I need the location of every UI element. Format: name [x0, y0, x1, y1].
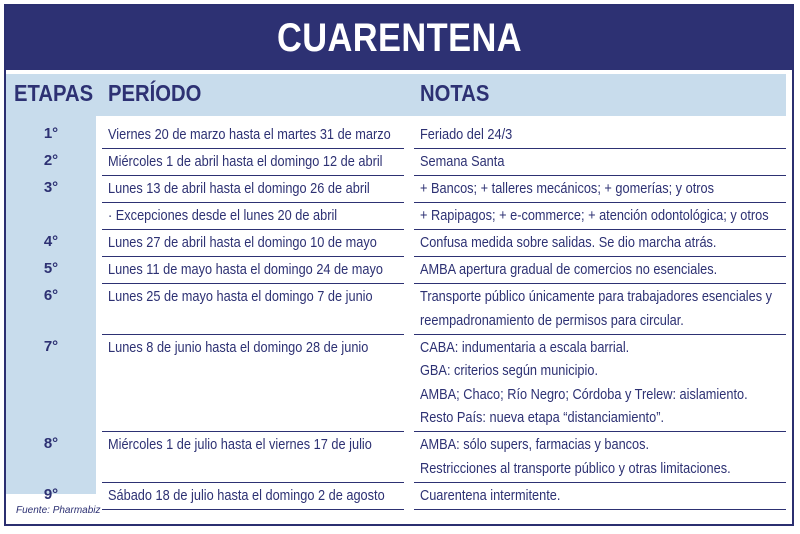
table-row: [6, 257, 786, 284]
table-header: [6, 74, 786, 116]
notes-cell: [420, 488, 580, 512]
table-row: [6, 335, 786, 433]
table-row: [6, 149, 786, 176]
period-text: Lunes 13 de abril hasta el domingo 26 de abril: [108, 181, 370, 197]
header-stage: ETAPAS: [14, 80, 94, 106]
note-line: AMBA; Chaco; Río Negro; Córdoba y Trelew: aislamiento.: [420, 386, 748, 403]
table-row: [6, 432, 786, 483]
note-line: GBA: criterios según municipio.: [420, 363, 599, 379]
note-line: Cuarentena intermitente.: [420, 487, 561, 504]
stage-number: 9°: [43, 485, 59, 503]
table-row: [6, 284, 786, 335]
notes-cell: [420, 289, 800, 336]
notes-cell: [420, 340, 792, 434]
note-line: Semana Santa: [420, 154, 505, 170]
note-line: + Rapipagos; + e-commerce; + atención odontológica; y otros: [420, 208, 769, 224]
row-divider: [414, 509, 786, 510]
note-line: AMBA: sólo supers, farmacias y bancos.: [420, 437, 650, 453]
period-text: Miércoles 1 de julio hasta el viernes 17 de julio: [108, 437, 372, 453]
table-row: [6, 230, 786, 257]
stage-number: 2°: [43, 152, 59, 169]
note-line: AMBA apertura gradual de comercios no esenciales.: [420, 262, 718, 278]
period-text: Lunes 11 de mayo hasta el domingo 24 de mayo: [108, 262, 383, 278]
notes-cell: [420, 235, 757, 259]
period-text: Lunes 25 de mayo hasta el domingo 7 de junio: [108, 289, 373, 305]
stage-number: 7°: [43, 337, 59, 355]
period-text: · Excepciones desde el lunes 20 de abril: [108, 208, 338, 224]
source-credit: Fuente: Pharmabiz: [16, 505, 101, 516]
notes-cell: [420, 262, 758, 286]
notes-cell: [420, 437, 773, 484]
notes-cell: [420, 181, 754, 205]
stage-number: 8°: [43, 435, 59, 452]
stage-number: 6°: [43, 287, 59, 304]
period-text: Lunes 27 de abril hasta el domingo 10 de mayo: [108, 235, 377, 251]
note-line: reempadronamiento de permisos para circular.: [420, 312, 684, 329]
table-row: [6, 483, 786, 510]
notes-cell: [420, 208, 800, 232]
table-row: [6, 203, 786, 230]
stage-number: 3°: [43, 179, 59, 196]
note-line: + Bancos; + talleres mecánicos; + gomerías; y otros: [420, 181, 714, 197]
header-period: PERÍODO: [108, 80, 202, 106]
note-line: Resto País: nueva etapa “distanciamiento”.: [420, 410, 664, 426]
title-bar: [6, 6, 792, 70]
page-title: CUARENTENA: [276, 15, 522, 60]
period-text: Lunes 8 de junio hasta el domingo 28 de junio: [108, 339, 369, 356]
header-notes: NOTAS: [420, 80, 490, 106]
note-line: Feriado del 24/3: [420, 127, 513, 143]
table-row: [6, 176, 786, 203]
note-line: Confusa medida sobre salidas. Se dio marcha atrás.: [420, 235, 717, 251]
note-line: CABA: indumentaria a escala barrial.: [420, 339, 630, 356]
notes-cell: [420, 127, 525, 151]
period-text: Sábado 18 de julio hasta el domingo 2 de agosto: [108, 487, 385, 504]
stage-number: 1°: [43, 125, 59, 142]
note-line: Restricciones al transporte público y otras limitaciones.: [420, 460, 731, 477]
notes-cell: [420, 154, 516, 178]
period-text: Miércoles 1 de abril hasta el domingo 12 de abril: [108, 154, 383, 170]
table-row: [6, 122, 786, 149]
stage-number: 5°: [43, 260, 59, 277]
note-line: Transporte público únicamente para trabajadores esenciales y: [420, 289, 773, 305]
stage-number: 4°: [43, 233, 59, 250]
period-text: Viernes 20 de marzo hasta el martes 31 de marzo: [108, 127, 391, 143]
row-divider: [102, 509, 404, 510]
